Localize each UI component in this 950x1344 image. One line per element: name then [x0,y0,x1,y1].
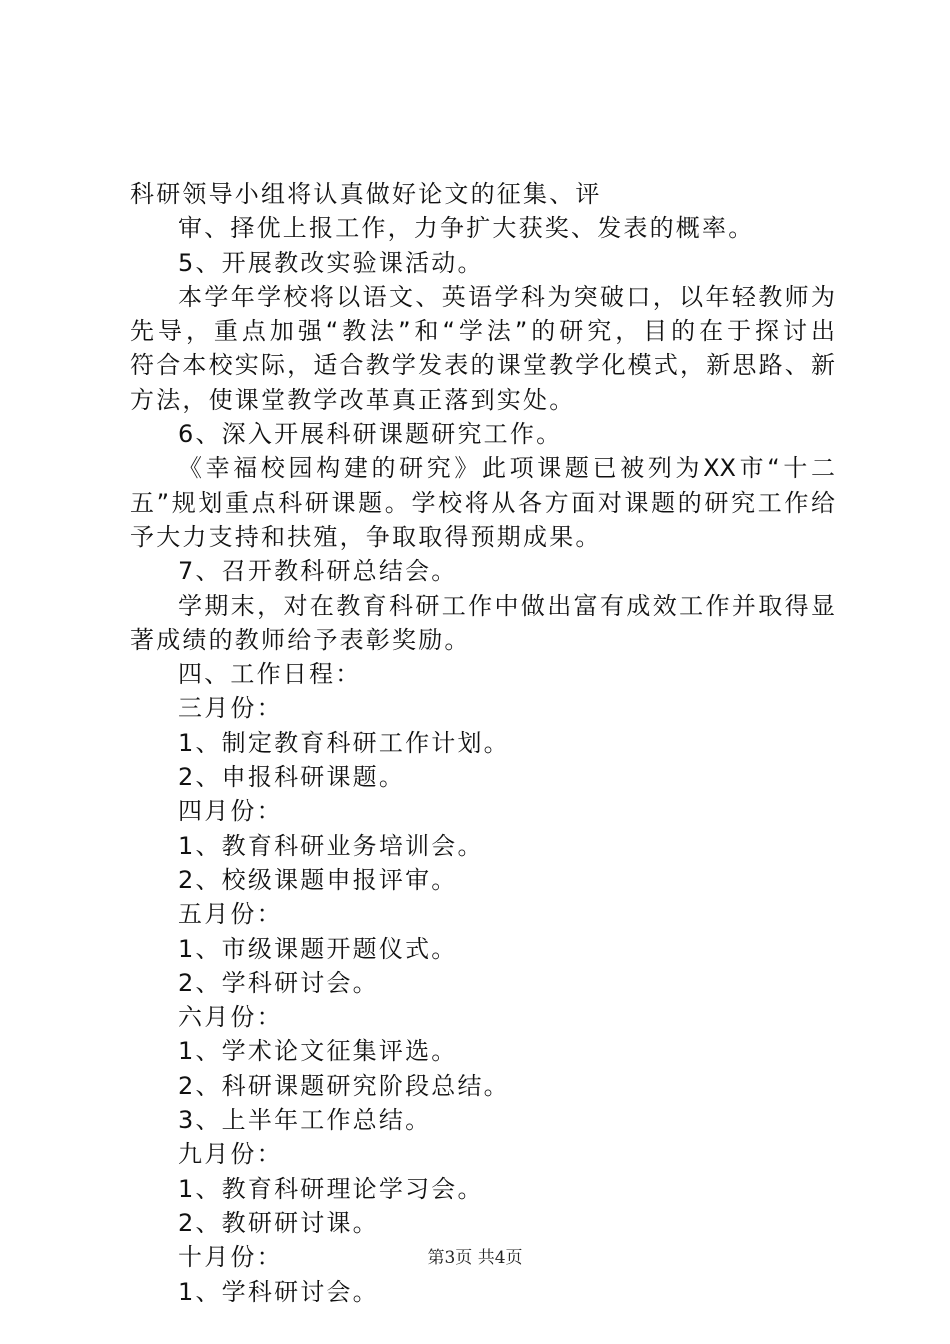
text-line: 1、制定教育科研工作计划。 [178,728,510,757]
text-line: 5、开展教改实验课活动。 [178,248,484,277]
text-line: 2、科研课题研究阶段总结。 [178,1071,510,1100]
text-line: 著成绩的教师给予表彰奖励。 [130,625,471,654]
document-body [130,177,835,1309]
text-line: 6、深入开展科研课题研究工作。 [178,420,563,449]
text-line: 学期末，对在教育科研工作中做出富有成效工作并取得显 [178,591,835,620]
text-line: 九月份： [178,1140,283,1169]
text-line: 符合本校实际，适合教学发表的课堂教学化模式，新思路、新 [130,351,835,380]
text-line: 三月份： [178,694,283,723]
text-line: 方法，使课堂教学改革真正落到实处。 [130,385,576,414]
text-line: 3、上半年工作总结。 [178,1106,432,1135]
text-line: 7、召开教科研总结会。 [178,557,458,586]
text-line: 2、申报科研课题。 [178,763,406,792]
page-footer: 第3页 共4页 [427,1248,523,1268]
text-line: 本学年学校将以语文、英语学科为突破口，以年轻教师为 [178,282,835,311]
text-line: 十月份： [178,1243,283,1272]
text-line: 1、市级课题开题仪式。 [178,934,458,963]
text-line: 五”规划重点科研课题。学校将从各方面对课题的研究工作给 [130,488,835,517]
text-line: 四月份： [178,797,283,826]
text-line: 2、教研研讨课。 [178,1208,379,1237]
text-line: 《幸福校园构建的研究》此项课题已被列为XX市“十二 [178,454,835,483]
text-line: 予大力支持和扶殖，争取取得预期成果。 [130,522,602,551]
text-line: 四、工作日程： [178,660,362,689]
text-line: 科研领导小组将认真做好论文的征集、评 [130,180,602,208]
text-line: 五月份： [178,900,283,929]
text-line: 1、教育科研业务培训会。 [178,831,484,860]
text-line: 1、学术论文征集评选。 [178,1037,458,1066]
text-line: 六月份： [178,1003,283,1032]
text-line: 2、校级课题申报评审。 [178,865,458,894]
text-line: 1、教育科研理论学习会。 [178,1174,484,1203]
text-line: 2、学科研讨会。 [178,968,379,997]
text-line: 1、学科研讨会。 [178,1277,379,1306]
text-line: 先导，重点加强“教法”和“学法”的研究，目的在于探讨出 [130,317,835,346]
text-line: 审、择优上报工作，力争扩大获奖、发表的概率。 [178,214,755,243]
